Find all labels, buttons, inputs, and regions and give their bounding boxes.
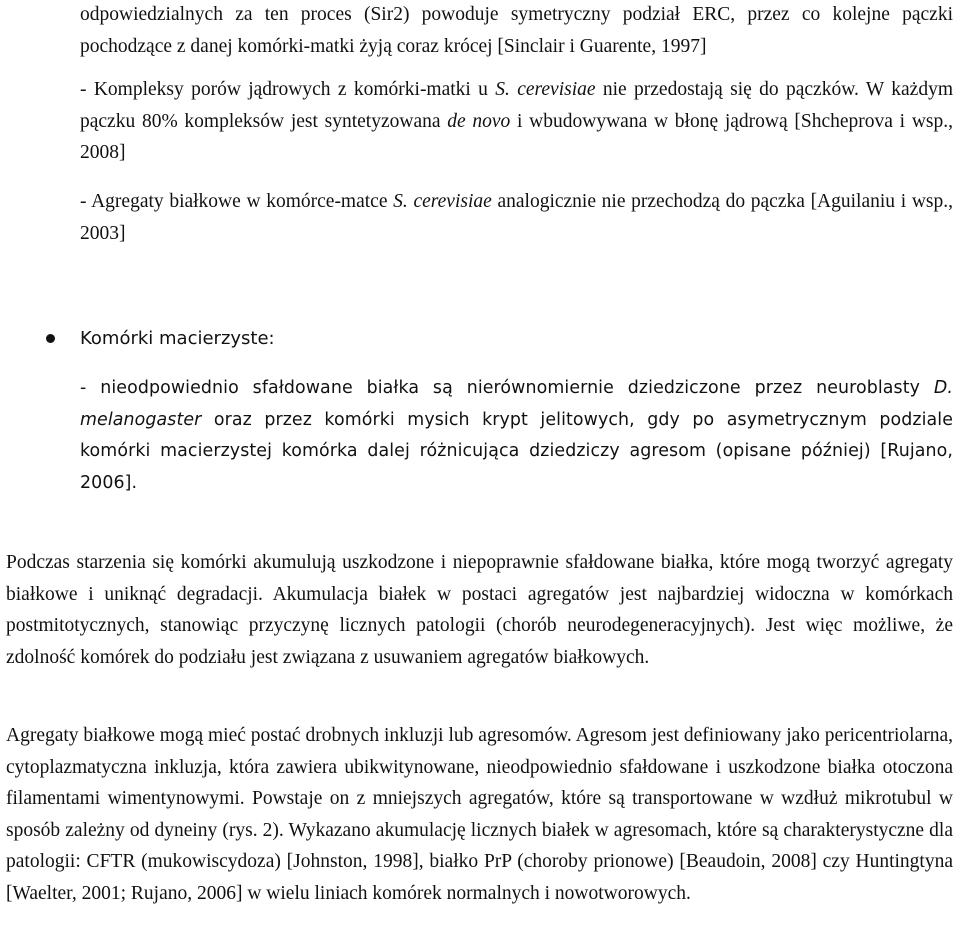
species-name: S. cerevisiae [495, 79, 596, 100]
species-name: D. melanogaster [80, 378, 953, 430]
paragraph-text: - Agregaty białkowe w komórce-matce [80, 191, 394, 212]
paragraph-text: nie przedostają się do pączków. W każdym pączku 80% kompleksów jest syntetyzowana [80, 79, 953, 132]
paragraph-aging-aggregates [6, 547, 953, 673]
species-name: S. cerevisiae [393, 191, 492, 212]
paragraph-protein-aggregates-yeast [80, 186, 953, 249]
bullet-icon [46, 334, 55, 343]
bullet-heading: Komórki macierzyste: [80, 328, 275, 349]
paragraph-text: Agregaty białkowe mogą mieć postać drobnych inkluzji lub agresomów. Agresom jest definiowany jako pericentriolarna, cytoplazmatyczna inkluzja, która zawiera ubikwitynowane, nieodpowiednio sfałdowane i uszkodzone białka otoczona filamentami wimentynowymi. Powstaje on z mniejszych agregatów, które są transportowane w wzdłuż mikrotubul w sposób zależny od dyneiny (rys. 2). Wykazano akumulację licznych białek w agresomach, które są charakterystyczne dla patologii: CFTR (mukowiscydoza) [Johnston, 1998], białko PrP (choroby prionowe) [Beaudoin, 2008] czy Huntingtyna [Waelter, 2001; Rujano, 2006] w wielu liniach komórek normalnych i nowotworowych. [6, 725, 953, 904]
paragraph-text: - nieodpowiednio sfałdowane białka są nierównomiernie dziedziczone przez neuroblasty [80, 378, 934, 398]
paragraph-text: Podczas starzenia się komórki akumulują uszkodzone i niepoprawnie sfałdowane białka, które mogą tworzyć agregaty białkowe i uniknąć degradacji. Akumulacja białek w postaci agregatów jest najbardziej widoczna w komórkach postmitotycznych, stanowiąc przyczynę licznych patologii (chorób neurodegeneracyjnych). Jest więc możliwe, że zdolność komórek do podziału jest związana z usuwaniem agregatów białkowych. [6, 552, 953, 668]
paragraph-aggresomes [6, 720, 953, 909]
latin-term: de novo [447, 110, 511, 132]
paragraph-text: - Kompleksy porów jądrowych z komórki-matki u [80, 79, 496, 100]
paragraph-text: oraz przez komórki mysich krypt jelitowych, gdy po asymetrycznym podziale komórki macierzystej komórka dalej różnicująca dziedziczy agresom (opisane później) [Rujano, 2006]. [80, 409, 953, 493]
paragraph-text: odpowiedzialnych za ten proces (Sir2) powoduje symetryczny podział ERC, przez co kolejne pączki pochodzące z danej komórki-matki żyją coraz krócej [Sinclair i Guarente, 1997] [80, 4, 953, 57]
paragraph-nuclear-pores [80, 74, 953, 169]
paragraph-erc-continuation [80, 0, 953, 62]
paragraph-text: analogicznie nie przechodzą do pączka [Aguilaniu i wsp., 2003] [80, 191, 953, 244]
paragraph-stem-cells [80, 373, 953, 499]
paragraph-text: i wbudowywana w błonę jądrową [Shcheprova i wsp., 2008] [80, 110, 953, 163]
